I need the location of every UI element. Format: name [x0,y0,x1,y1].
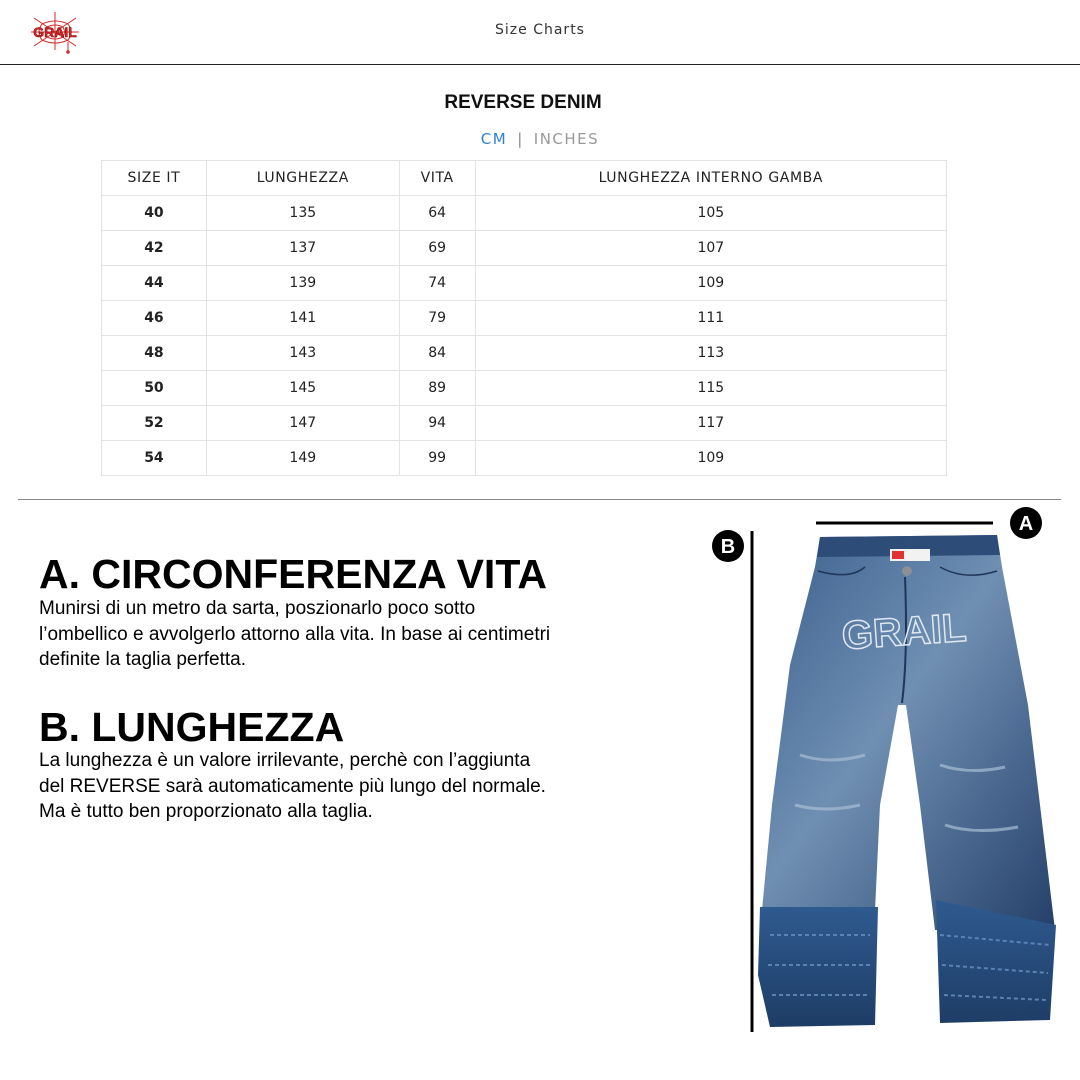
inseam-cell: 115 [475,371,946,406]
waist-cell: 74 [399,266,475,301]
table-row [102,231,947,266]
waist-cell: 99 [399,441,475,476]
length-description [39,748,639,825]
table-row [102,266,947,301]
size-table [101,160,947,476]
unit-inches-option[interactable]: INCHES [533,130,600,148]
inseam-cell: 105 [475,196,946,231]
size-cell: 40 [102,196,207,231]
table-row [102,406,947,441]
page-title: Size Charts [495,22,585,38]
size-cell: 50 [102,371,207,406]
length-cell: 145 [206,371,399,406]
size-cell: 52 [102,406,207,441]
logo-text: GRAIL [33,24,77,40]
waist-description-line: Munirsi di un metro da sarta, poszionarlo poco sotto [39,598,476,619]
jeans-diagram [700,505,1070,1045]
waist-cell: 69 [399,231,475,266]
table-row [102,336,947,371]
size-cell: 42 [102,231,207,266]
length-cell: 139 [206,266,399,301]
size-cell: 44 [102,266,207,301]
waist-cell: 89 [399,371,475,406]
length-cell: 135 [206,196,399,231]
length-description-line: del REVERSE sarà automaticamente più lungo del normale. [39,775,546,797]
inseam-cell: 109 [475,441,946,476]
column-header: LUNGHEZZA [206,161,399,196]
size-cell: 48 [102,336,207,371]
marker-b [712,530,744,562]
size-cell: 46 [102,301,207,336]
length-cell: 137 [206,231,399,266]
length-cell: 141 [206,301,399,336]
jeans-print-text: GRAIL [840,605,968,659]
marker-a [1010,507,1042,539]
length-description-line: Ma è tutto ben proporzionato alla taglia. [39,801,373,822]
waist-cell: 84 [399,336,475,371]
waist-description-line: l’ombellico e avvolgerlo attorno alla vita. In base ai centimetri [39,623,551,645]
column-header: VITA [399,161,475,196]
table-title: REVERSE DENIM [444,92,602,113]
table-row [102,301,947,336]
length-cell: 147 [206,406,399,441]
waist-cell: 64 [399,196,475,231]
length-cell: 143 [206,336,399,371]
table-row [102,371,947,406]
inseam-cell: 111 [475,301,946,336]
table-row [102,196,947,231]
waist-cell: 94 [399,406,475,441]
table-header-row [102,161,947,196]
waist-heading: A. CIRCONFERENZA VITA [39,551,547,597]
table-row [102,441,947,476]
column-header: SIZE IT [102,161,207,196]
unit-toggle [0,130,1080,148]
inseam-cell: 117 [475,406,946,441]
length-description-line: La lunghezza è un valore irrilevante, perchè con l’aggiunta [39,750,531,771]
section-divider [18,499,1061,500]
marker-b-label: B [720,536,736,558]
top-bar [0,0,1080,65]
column-header: LUNGHEZZA INTERNO GAMBA [475,161,946,196]
unit-cm-option[interactable]: CM [480,130,508,148]
inseam-cell: 107 [475,231,946,266]
inseam-cell: 113 [475,336,946,371]
length-heading: B. LUNGHEZZA [39,704,345,750]
marker-a-label: A [1018,513,1034,535]
jeans-image [758,535,1056,1027]
length-cell: 149 [206,441,399,476]
inseam-cell: 109 [475,266,946,301]
waist-description-line: definite la taglia perfetta. [39,649,247,670]
waist-description [39,596,639,673]
unit-separator: | [517,130,524,148]
size-cell: 54 [102,441,207,476]
waist-cell: 79 [399,301,475,336]
